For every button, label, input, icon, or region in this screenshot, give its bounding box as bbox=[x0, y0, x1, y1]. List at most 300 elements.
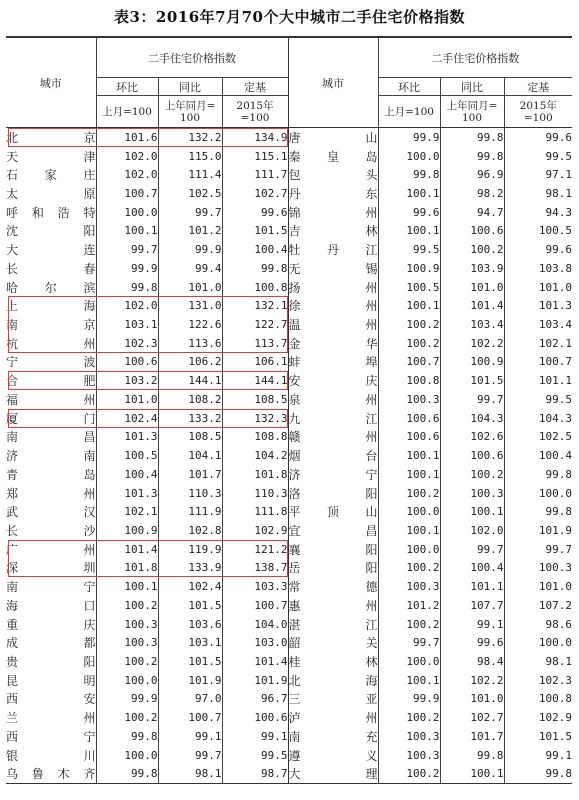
right-mom-cell: 100.7 bbox=[378, 353, 440, 372]
right-yoy-cell: 100.6 bbox=[440, 446, 504, 465]
left-base-cell: 134.9 bbox=[222, 128, 288, 147]
right-base-cell: 100.0 bbox=[504, 484, 572, 503]
right-mom-cell: 100.1 bbox=[378, 521, 440, 540]
table-row bbox=[6, 240, 572, 259]
yoy-header-left: 同比 bbox=[158, 78, 222, 96]
table-row bbox=[6, 222, 572, 241]
left-base-cell: 103.0 bbox=[222, 633, 288, 652]
left-yoy-cell: 103.6 bbox=[158, 615, 222, 634]
right-yoy-cell: 99.7 bbox=[440, 540, 504, 559]
left-mom-cell: 100.1 bbox=[96, 577, 158, 596]
right-city-cell: 南 充 bbox=[288, 727, 378, 746]
right-city-cell: 惠 州 bbox=[288, 596, 378, 615]
table-row bbox=[6, 559, 572, 578]
right-mom-cell: 100.1 bbox=[378, 465, 440, 484]
price-index-table bbox=[6, 36, 572, 784]
right-mom-cell: 100.1 bbox=[378, 296, 440, 315]
right-yoy-cell: 100.4 bbox=[440, 559, 504, 578]
right-base-cell: 100.4 bbox=[504, 446, 572, 465]
right-yoy-cell: 99.1 bbox=[440, 615, 504, 634]
right-mom-cell: 100.3 bbox=[378, 746, 440, 765]
left-base-cell: 121.2 bbox=[222, 540, 288, 559]
left-city-cell: 海 口 bbox=[6, 598, 96, 613]
table-row bbox=[6, 203, 572, 222]
left-yoy-cell: 122.6 bbox=[158, 315, 222, 334]
mom-unit-left: 上月=100 bbox=[96, 96, 158, 128]
right-base-cell: 101.0 bbox=[504, 577, 572, 596]
left-base-cell: 96.7 bbox=[222, 690, 288, 709]
left-yoy-cell: 115.0 bbox=[158, 147, 222, 166]
left-city-cell: 广 州 bbox=[6, 542, 96, 557]
right-base-cell: 101.5 bbox=[504, 727, 572, 746]
right-city-cell: 安 庆 bbox=[288, 371, 378, 390]
right-city-cell: 吉 林 bbox=[288, 222, 378, 241]
left-city-cell: 太 原 bbox=[6, 187, 96, 202]
right-mom-cell: 99.7 bbox=[378, 633, 440, 652]
right-mom-cell: 100.2 bbox=[378, 764, 440, 783]
right-base-cell: 102.3 bbox=[504, 671, 572, 690]
right-base-cell: 99.5 bbox=[504, 147, 572, 166]
left-base-cell: 106.1 bbox=[222, 353, 288, 372]
left-city-cell: 济 南 bbox=[6, 449, 96, 464]
city-header-right: 城市 bbox=[288, 37, 378, 128]
left-base-cell: 102.7 bbox=[222, 184, 288, 203]
right-mom-cell: 100.5 bbox=[378, 278, 440, 297]
table-row bbox=[6, 315, 572, 334]
right-city-cell: 遵 义 bbox=[288, 746, 378, 765]
left-mom-cell: 102.0 bbox=[96, 147, 158, 166]
right-city-cell: 襄 阳 bbox=[288, 540, 378, 559]
right-base-cell: 99.5 bbox=[504, 390, 572, 409]
right-base-cell: 101.0 bbox=[504, 278, 572, 297]
left-base-cell: 104.2 bbox=[222, 446, 288, 465]
left-yoy-cell: 113.6 bbox=[158, 334, 222, 353]
right-city-cell: 秦皇岛 bbox=[288, 147, 378, 166]
left-yoy-cell: 119.9 bbox=[158, 540, 222, 559]
left-city-cell: 福 州 bbox=[6, 392, 96, 407]
left-yoy-cell: 108.2 bbox=[158, 390, 222, 409]
right-city-cell: 蚌 埠 bbox=[288, 353, 378, 372]
left-city-cell: 杭 州 bbox=[6, 336, 96, 351]
left-base-cell: 99.5 bbox=[222, 746, 288, 765]
left-mom-cell: 99.8 bbox=[96, 764, 158, 783]
right-base-cell: 99.6 bbox=[504, 240, 572, 259]
left-base-cell: 104.0 bbox=[222, 615, 288, 634]
right-yoy-cell: 101.5 bbox=[440, 371, 504, 390]
right-base-cell: 100.0 bbox=[504, 633, 572, 652]
left-base-cell: 100.8 bbox=[222, 278, 288, 297]
base-unit-right: 2015年 =100 bbox=[504, 96, 572, 128]
left-mom-cell: 100.2 bbox=[96, 708, 158, 727]
right-yoy-cell: 102.6 bbox=[440, 428, 504, 447]
city-header-left: 城市 bbox=[6, 37, 96, 128]
left-yoy-cell: 110.3 bbox=[158, 484, 222, 503]
right-city-cell: 泸 州 bbox=[288, 708, 378, 727]
right-yoy-cell: 103.4 bbox=[440, 315, 504, 334]
table-row bbox=[6, 615, 572, 634]
left-yoy-cell: 144.1 bbox=[158, 371, 222, 390]
left-base-cell: 98.7 bbox=[222, 764, 288, 783]
left-yoy-cell: 133.2 bbox=[158, 409, 222, 428]
left-city-cell: 石家庄 bbox=[6, 168, 96, 183]
left-base-cell: 138.7 bbox=[222, 559, 288, 578]
right-city-cell: 北 海 bbox=[288, 671, 378, 690]
right-base-cell: 100.5 bbox=[504, 222, 572, 241]
right-city-cell: 赣 州 bbox=[288, 428, 378, 447]
right-mom-cell: 100.0 bbox=[378, 502, 440, 521]
table-row bbox=[6, 465, 572, 484]
left-city-cell: 成 都 bbox=[6, 636, 96, 651]
left-mom-cell: 101.3 bbox=[96, 484, 158, 503]
left-yoy-cell: 99.7 bbox=[158, 203, 222, 222]
left-yoy-cell: 102.8 bbox=[158, 521, 222, 540]
right-base-cell: 99.8 bbox=[504, 465, 572, 484]
right-city-cell: 锦 州 bbox=[288, 203, 378, 222]
right-mom-cell: 100.6 bbox=[378, 409, 440, 428]
right-yoy-cell: 103.9 bbox=[440, 259, 504, 278]
right-base-cell: 97.1 bbox=[504, 165, 572, 184]
right-yoy-cell: 101.0 bbox=[440, 690, 504, 709]
base-header-left: 定基 bbox=[222, 78, 288, 96]
right-base-cell: 98.1 bbox=[504, 652, 572, 671]
left-yoy-cell: 101.9 bbox=[158, 671, 222, 690]
right-city-cell: 大 理 bbox=[288, 764, 378, 783]
left-base-cell: 111.7 bbox=[222, 165, 288, 184]
left-base-cell: 111.8 bbox=[222, 502, 288, 521]
left-mom-cell: 100.9 bbox=[96, 521, 158, 540]
left-yoy-cell: 102.5 bbox=[158, 184, 222, 203]
right-yoy-cell: 100.2 bbox=[440, 465, 504, 484]
left-city-cell: 昆 明 bbox=[6, 673, 96, 688]
left-mom-cell: 100.4 bbox=[96, 465, 158, 484]
left-base-cell: 132.3 bbox=[222, 409, 288, 428]
right-city-cell: 岳 阳 bbox=[288, 559, 378, 578]
right-yoy-cell: 101.0 bbox=[440, 278, 504, 297]
left-city-cell: 郑 州 bbox=[6, 486, 96, 501]
table-row bbox=[6, 446, 572, 465]
right-mom-cell: 100.3 bbox=[378, 577, 440, 596]
table-row bbox=[6, 577, 572, 596]
table-row bbox=[6, 596, 572, 615]
left-yoy-cell: 99.4 bbox=[158, 259, 222, 278]
table-row bbox=[6, 371, 572, 390]
right-yoy-cell: 101.4 bbox=[440, 296, 504, 315]
left-mom-cell: 100.2 bbox=[96, 596, 158, 615]
right-city-cell: 宜 昌 bbox=[288, 521, 378, 540]
right-base-cell: 94.3 bbox=[504, 203, 572, 222]
left-city-cell: 乌鲁木齐 bbox=[6, 767, 96, 782]
right-yoy-cell: 94.7 bbox=[440, 203, 504, 222]
table-row bbox=[6, 353, 572, 372]
left-yoy-cell: 101.7 bbox=[158, 465, 222, 484]
left-city-cell: 西 安 bbox=[6, 692, 96, 707]
page-title: 表3：2016年7月70个大中城市二手住宅价格指数 bbox=[114, 8, 465, 26]
left-city-cell: 长 春 bbox=[6, 261, 96, 276]
left-city-cell: 呼和浩特 bbox=[6, 205, 96, 220]
right-yoy-cell: 100.6 bbox=[440, 222, 504, 241]
left-base-cell: 103.3 bbox=[222, 577, 288, 596]
left-mom-cell: 102.1 bbox=[96, 502, 158, 521]
right-city-cell: 平顶山 bbox=[288, 502, 378, 521]
right-mom-cell: 100.2 bbox=[378, 315, 440, 334]
table-row bbox=[6, 484, 572, 503]
left-mom-cell: 101.8 bbox=[96, 559, 158, 578]
right-city-cell: 包 头 bbox=[288, 165, 378, 184]
right-mom-cell: 100.8 bbox=[378, 371, 440, 390]
right-mom-cell: 99.6 bbox=[378, 203, 440, 222]
right-yoy-cell: 99.7 bbox=[440, 390, 504, 409]
right-city-cell: 泉 州 bbox=[288, 390, 378, 409]
left-base-cell: 110.3 bbox=[222, 484, 288, 503]
left-mom-cell: 100.1 bbox=[96, 222, 158, 241]
right-mom-cell: 100.6 bbox=[378, 428, 440, 447]
left-mom-cell: 103.2 bbox=[96, 371, 158, 390]
left-yoy-cell: 101.0 bbox=[158, 278, 222, 297]
table-row bbox=[6, 690, 572, 709]
right-city-cell: 三 亚 bbox=[288, 690, 378, 709]
left-mom-cell: 100.6 bbox=[96, 353, 158, 372]
right-mom-cell: 100.1 bbox=[378, 184, 440, 203]
right-mom-cell: 99.8 bbox=[378, 165, 440, 184]
right-city-cell: 济 宁 bbox=[288, 465, 378, 484]
right-city-cell: 无 锡 bbox=[288, 259, 378, 278]
right-city-cell: 烟 台 bbox=[288, 446, 378, 465]
right-city-cell: 丹 东 bbox=[288, 184, 378, 203]
right-base-cell: 103.8 bbox=[504, 259, 572, 278]
left-mom-cell: 100.2 bbox=[96, 652, 158, 671]
right-base-cell: 99.7 bbox=[504, 540, 572, 559]
left-mom-cell: 101.6 bbox=[96, 128, 158, 147]
left-base-cell: 101.5 bbox=[222, 222, 288, 241]
left-city-cell: 大 连 bbox=[6, 243, 96, 258]
left-yoy-cell: 108.5 bbox=[158, 428, 222, 447]
left-city-cell: 南 宁 bbox=[6, 580, 96, 595]
left-mom-cell: 100.0 bbox=[96, 671, 158, 690]
right-mom-cell: 100.0 bbox=[378, 652, 440, 671]
right-yoy-cell: 104.3 bbox=[440, 409, 504, 428]
right-mom-cell: 100.1 bbox=[378, 446, 440, 465]
left-base-cell: 101.9 bbox=[222, 671, 288, 690]
left-mom-cell: 101.4 bbox=[96, 540, 158, 559]
left-city-cell: 长 沙 bbox=[6, 523, 96, 538]
right-base-cell: 102.1 bbox=[504, 334, 572, 353]
right-city-cell: 扬 州 bbox=[288, 278, 378, 297]
left-mom-cell: 100.7 bbox=[96, 184, 158, 203]
base-unit-left: 2015年 =100 bbox=[222, 96, 288, 128]
right-yoy-cell: 99.8 bbox=[440, 746, 504, 765]
table-row bbox=[6, 708, 572, 727]
table-row bbox=[6, 165, 572, 184]
right-yoy-cell: 96.9 bbox=[440, 165, 504, 184]
left-mom-cell: 102.0 bbox=[96, 165, 158, 184]
right-mom-cell: 100.3 bbox=[378, 727, 440, 746]
left-mom-cell: 99.8 bbox=[96, 278, 158, 297]
left-yoy-cell: 101.2 bbox=[158, 222, 222, 241]
left-yoy-cell: 99.9 bbox=[158, 240, 222, 259]
table-row bbox=[6, 409, 572, 428]
table-row bbox=[6, 633, 572, 652]
right-base-cell: 102.9 bbox=[504, 708, 572, 727]
right-base-cell: 103.4 bbox=[504, 315, 572, 334]
left-city-cell: 合 肥 bbox=[6, 374, 96, 389]
yoy-unit-right: 上年同月= 100 bbox=[440, 96, 504, 128]
left-mom-cell: 100.0 bbox=[96, 203, 158, 222]
table-row bbox=[6, 259, 572, 278]
right-yoy-cell: 102.0 bbox=[440, 521, 504, 540]
left-city-cell: 青 岛 bbox=[6, 467, 96, 482]
table-row bbox=[6, 502, 572, 521]
right-base-cell: 98.1 bbox=[504, 184, 572, 203]
left-base-cell: 122.7 bbox=[222, 315, 288, 334]
table-row bbox=[6, 764, 572, 783]
right-mom-cell: 100.2 bbox=[378, 484, 440, 503]
left-mom-cell: 102.3 bbox=[96, 334, 158, 353]
table-row bbox=[6, 128, 572, 147]
left-mom-cell: 101.0 bbox=[96, 390, 158, 409]
right-base-cell: 100.7 bbox=[504, 353, 572, 372]
left-yoy-cell: 98.1 bbox=[158, 764, 222, 783]
table-row bbox=[6, 147, 572, 166]
left-base-cell: 144.1 bbox=[222, 371, 288, 390]
right-base-cell: 107.2 bbox=[504, 596, 572, 615]
left-city-cell: 宁 波 bbox=[6, 355, 96, 370]
right-yoy-cell: 101.7 bbox=[440, 727, 504, 746]
left-base-cell: 100.7 bbox=[222, 596, 288, 615]
right-mom-cell: 100.2 bbox=[378, 615, 440, 634]
left-mom-cell: 100.0 bbox=[96, 746, 158, 765]
right-yoy-cell: 99.8 bbox=[440, 128, 504, 147]
right-mom-cell: 100.3 bbox=[378, 390, 440, 409]
left-yoy-cell: 99.7 bbox=[158, 746, 222, 765]
left-mom-cell: 99.8 bbox=[96, 727, 158, 746]
right-base-cell: 99.8 bbox=[504, 502, 572, 521]
table-row bbox=[6, 671, 572, 690]
right-base-cell: 99.6 bbox=[504, 128, 572, 147]
left-mom-cell: 102.4 bbox=[96, 409, 158, 428]
right-yoy-cell: 102.2 bbox=[440, 334, 504, 353]
left-city-cell: 上 海 bbox=[6, 299, 96, 314]
table-row bbox=[6, 727, 572, 746]
yoy-header-right: 同比 bbox=[440, 78, 504, 96]
right-city-cell: 常 德 bbox=[288, 577, 378, 596]
left-city-cell: 贵 阳 bbox=[6, 654, 96, 669]
right-mom-cell: 100.1 bbox=[378, 671, 440, 690]
right-base-cell: 98.6 bbox=[504, 615, 572, 634]
left-yoy-cell: 100.7 bbox=[158, 708, 222, 727]
left-city-cell: 深 圳 bbox=[6, 561, 96, 576]
right-mom-cell: 100.9 bbox=[378, 259, 440, 278]
base-header-right: 定基 bbox=[504, 78, 572, 96]
table-row bbox=[6, 278, 572, 297]
left-yoy-cell: 111.4 bbox=[158, 165, 222, 184]
right-base-cell: 101.9 bbox=[504, 521, 572, 540]
left-yoy-cell: 102.4 bbox=[158, 577, 222, 596]
right-mom-cell: 100.2 bbox=[378, 559, 440, 578]
left-mom-cell: 101.3 bbox=[96, 428, 158, 447]
right-city-cell: 唐 山 bbox=[288, 128, 378, 147]
right-city-cell: 金 华 bbox=[288, 334, 378, 353]
right-yoy-cell: 98.2 bbox=[440, 184, 504, 203]
right-base-cell: 101.1 bbox=[504, 371, 572, 390]
left-mom-cell: 99.9 bbox=[96, 259, 158, 278]
right-base-cell: 99.8 bbox=[504, 764, 572, 783]
right-yoy-cell: 99.8 bbox=[440, 147, 504, 166]
right-mom-cell: 99.5 bbox=[378, 240, 440, 259]
left-mom-cell: 100.3 bbox=[96, 615, 158, 634]
left-city-cell: 兰 州 bbox=[6, 711, 96, 726]
left-yoy-cell: 131.0 bbox=[158, 296, 222, 315]
left-base-cell: 102.9 bbox=[222, 521, 288, 540]
left-mom-cell: 103.1 bbox=[96, 315, 158, 334]
left-base-cell: 101.8 bbox=[222, 465, 288, 484]
left-city-cell: 武 汉 bbox=[6, 505, 96, 520]
left-city-cell: 南 京 bbox=[6, 318, 96, 333]
right-mom-cell: 100.0 bbox=[378, 147, 440, 166]
right-yoy-cell: 100.1 bbox=[440, 502, 504, 521]
left-base-cell: 108.8 bbox=[222, 428, 288, 447]
right-base-cell: 100.8 bbox=[504, 690, 572, 709]
table-row bbox=[6, 652, 572, 671]
right-yoy-cell: 100.3 bbox=[440, 484, 504, 503]
left-yoy-cell: 101.5 bbox=[158, 652, 222, 671]
left-base-cell: 100.4 bbox=[222, 240, 288, 259]
table-row bbox=[6, 390, 572, 409]
left-mom-cell: 100.3 bbox=[96, 633, 158, 652]
left-base-cell: 132.1 bbox=[222, 296, 288, 315]
right-city-cell: 韶 关 bbox=[288, 633, 378, 652]
right-base-cell: 101.3 bbox=[504, 296, 572, 315]
mom-header-right: 环比 bbox=[378, 78, 440, 96]
right-mom-cell: 100.1 bbox=[378, 222, 440, 241]
left-yoy-cell: 103.1 bbox=[158, 633, 222, 652]
left-base-cell: 113.7 bbox=[222, 334, 288, 353]
right-yoy-cell: 99.6 bbox=[440, 633, 504, 652]
left-base-cell: 101.4 bbox=[222, 652, 288, 671]
right-city-cell: 徐 州 bbox=[288, 296, 378, 315]
left-base-cell: 108.5 bbox=[222, 390, 288, 409]
right-mom-cell: 100.2 bbox=[378, 334, 440, 353]
left-city-cell: 哈尔滨 bbox=[6, 280, 96, 295]
left-base-cell: 99.1 bbox=[222, 727, 288, 746]
left-yoy-cell: 99.1 bbox=[158, 727, 222, 746]
right-yoy-cell: 98.4 bbox=[440, 652, 504, 671]
left-city-cell: 银 川 bbox=[6, 748, 96, 763]
left-yoy-cell: 132.2 bbox=[158, 128, 222, 147]
table-row bbox=[6, 521, 572, 540]
right-mom-cell: 100.2 bbox=[378, 708, 440, 727]
yoy-unit-left: 上年同月= 100 bbox=[158, 96, 222, 128]
left-city-cell: 重 庆 bbox=[6, 617, 96, 632]
right-city-cell: 湛 江 bbox=[288, 615, 378, 634]
index-group-header-right: 二手住宅价格指数 bbox=[378, 37, 572, 78]
left-base-cell: 115.1 bbox=[222, 147, 288, 166]
left-city-cell: 厦 门 bbox=[6, 411, 96, 426]
left-city-cell: 北 京 bbox=[6, 130, 96, 145]
left-yoy-cell: 104.1 bbox=[158, 446, 222, 465]
left-base-cell: 99.8 bbox=[222, 259, 288, 278]
right-city-cell: 洛 阳 bbox=[288, 484, 378, 503]
left-mom-cell: 102.0 bbox=[96, 296, 158, 315]
mom-unit-right: 上月=100 bbox=[378, 96, 440, 128]
index-group-header-left: 二手住宅价格指数 bbox=[96, 37, 288, 78]
right-yoy-cell: 101.1 bbox=[440, 577, 504, 596]
left-mom-cell: 99.7 bbox=[96, 240, 158, 259]
left-city-cell: 南 昌 bbox=[6, 430, 96, 445]
right-mom-cell: 99.9 bbox=[378, 128, 440, 147]
left-yoy-cell: 111.9 bbox=[158, 502, 222, 521]
table-row bbox=[6, 296, 572, 315]
table-row bbox=[6, 540, 572, 559]
